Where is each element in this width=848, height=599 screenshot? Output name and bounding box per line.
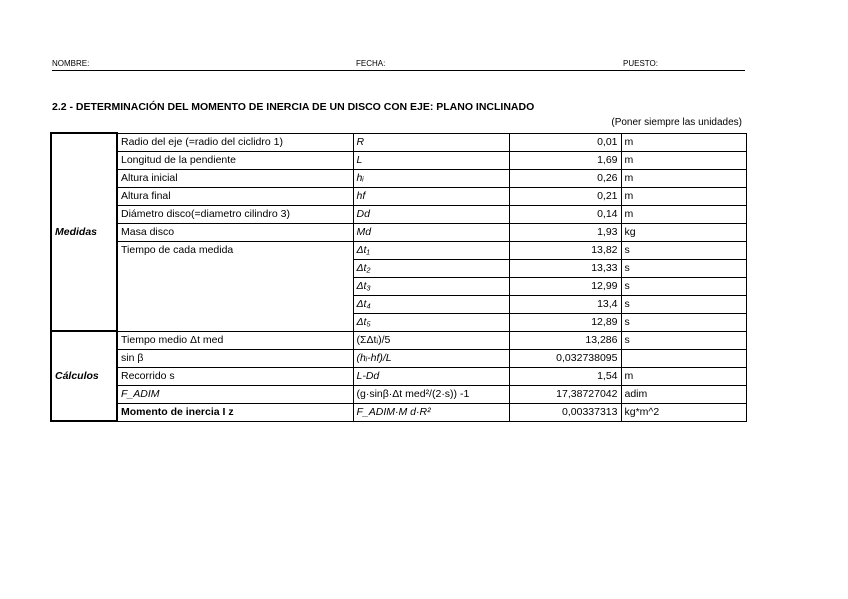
medidas-section — [51, 133, 746, 331]
calc-desc: Momento de inercia I z — [117, 403, 353, 421]
row-unit: s — [621, 277, 746, 295]
row-symbol: Δt₅ — [353, 313, 509, 331]
row-desc: Tiempo de cada medida — [117, 241, 353, 331]
row-value: 13,33 — [509, 259, 621, 277]
row-desc: Altura inicial — [117, 169, 353, 187]
row-symbol: Δt₁ — [353, 241, 509, 259]
row-symbol: Δt₄ — [353, 295, 509, 313]
table-row — [51, 331, 746, 349]
calc-unit: kg*m^2 — [621, 403, 746, 421]
row-unit: m — [621, 169, 746, 187]
row-symbol: Δt₃ — [353, 277, 509, 295]
calc-value: 1,54 — [509, 367, 621, 385]
row-value: 1,93 — [509, 223, 621, 241]
row-unit: m — [621, 187, 746, 205]
data-table — [50, 132, 747, 422]
row-symbol: L — [353, 151, 509, 169]
calc-formula: L-Dd — [353, 367, 509, 385]
calc-desc: Recorrido s — [117, 367, 353, 385]
row-desc: Diámetro disco(=diametro cilindro 3) — [117, 205, 353, 223]
calc-formula: (hᵢ-hf)/L — [353, 349, 509, 367]
table-row — [51, 403, 746, 421]
calc-formula: (ΣΔtᵢ)/5 — [353, 331, 509, 349]
table-row — [51, 223, 746, 241]
row-unit: s — [621, 259, 746, 277]
row-unit: m — [621, 205, 746, 223]
calc-unit: adim — [621, 385, 746, 403]
row-value: 12,89 — [509, 313, 621, 331]
row-value: 0,14 — [509, 205, 621, 223]
calc-value: 0,032738095 — [509, 349, 621, 367]
calc-value: 13,286 — [509, 331, 621, 349]
row-symbol: hf — [353, 187, 509, 205]
section-title: 2.2 - DETERMINACIÓN DEL MOMENTO DE INERCIA DE UN DISCO CON EJE: PLANO INCLINADO — [52, 101, 535, 113]
calc-desc: F_ADIM — [117, 385, 353, 403]
row-unit: s — [621, 241, 746, 259]
table-row — [51, 187, 746, 205]
calc-formula: F_ADIM·M d·R² — [353, 403, 509, 421]
table-row — [51, 133, 746, 151]
puesto-label: PUESTO: — [623, 59, 658, 68]
row-unit: s — [621, 313, 746, 331]
calc-formula: (g·sinβ·Δt med²/(2·s)) -1 — [353, 385, 509, 403]
row-desc: Masa disco — [117, 223, 353, 241]
row-value: 0,26 — [509, 169, 621, 187]
calc-value: 17,38727042 — [509, 385, 621, 403]
calc-unit — [621, 349, 746, 367]
row-unit: s — [621, 295, 746, 313]
units-note: (Poner siempre las unidades) — [611, 117, 742, 128]
row-desc: Radio del eje (=radio del ciclidro 1) — [117, 133, 353, 151]
row-desc: Altura final — [117, 187, 353, 205]
calc-value: 0,00337313 — [509, 403, 621, 421]
row-symbol: Dd — [353, 205, 509, 223]
calc-desc: sin β — [117, 349, 353, 367]
table-row — [51, 385, 746, 403]
row-value: 13,82 — [509, 241, 621, 259]
table-row — [51, 349, 746, 367]
table-row — [51, 241, 746, 259]
medidas-label: Medidas — [51, 133, 117, 331]
row-unit: m — [621, 133, 746, 151]
header-line — [52, 59, 745, 71]
row-value: 1,69 — [509, 151, 621, 169]
row-symbol: R — [353, 133, 509, 151]
row-value: 12,99 — [509, 277, 621, 295]
fecha-label: FECHA: — [356, 59, 386, 68]
table-row — [51, 367, 746, 385]
row-symbol: Md — [353, 223, 509, 241]
table-row — [51, 205, 746, 223]
row-symbol: Δt₂ — [353, 259, 509, 277]
calc-desc: Tiempo medio Δt med — [117, 331, 353, 349]
row-unit: kg — [621, 223, 746, 241]
table-row — [51, 151, 746, 169]
row-value: 0,01 — [509, 133, 621, 151]
row-value: 0,21 — [509, 187, 621, 205]
table-row — [51, 169, 746, 187]
calculos-label: Cálculos — [51, 331, 117, 421]
row-value: 13,4 — [509, 295, 621, 313]
calc-unit: s — [621, 331, 746, 349]
calculos-section — [51, 331, 746, 421]
calc-unit: m — [621, 367, 746, 385]
nombre-label: NOMBRE: — [52, 59, 90, 68]
row-unit: m — [621, 151, 746, 169]
row-symbol: hᵢ — [353, 169, 509, 187]
row-desc: Longitud de la pendiente — [117, 151, 353, 169]
